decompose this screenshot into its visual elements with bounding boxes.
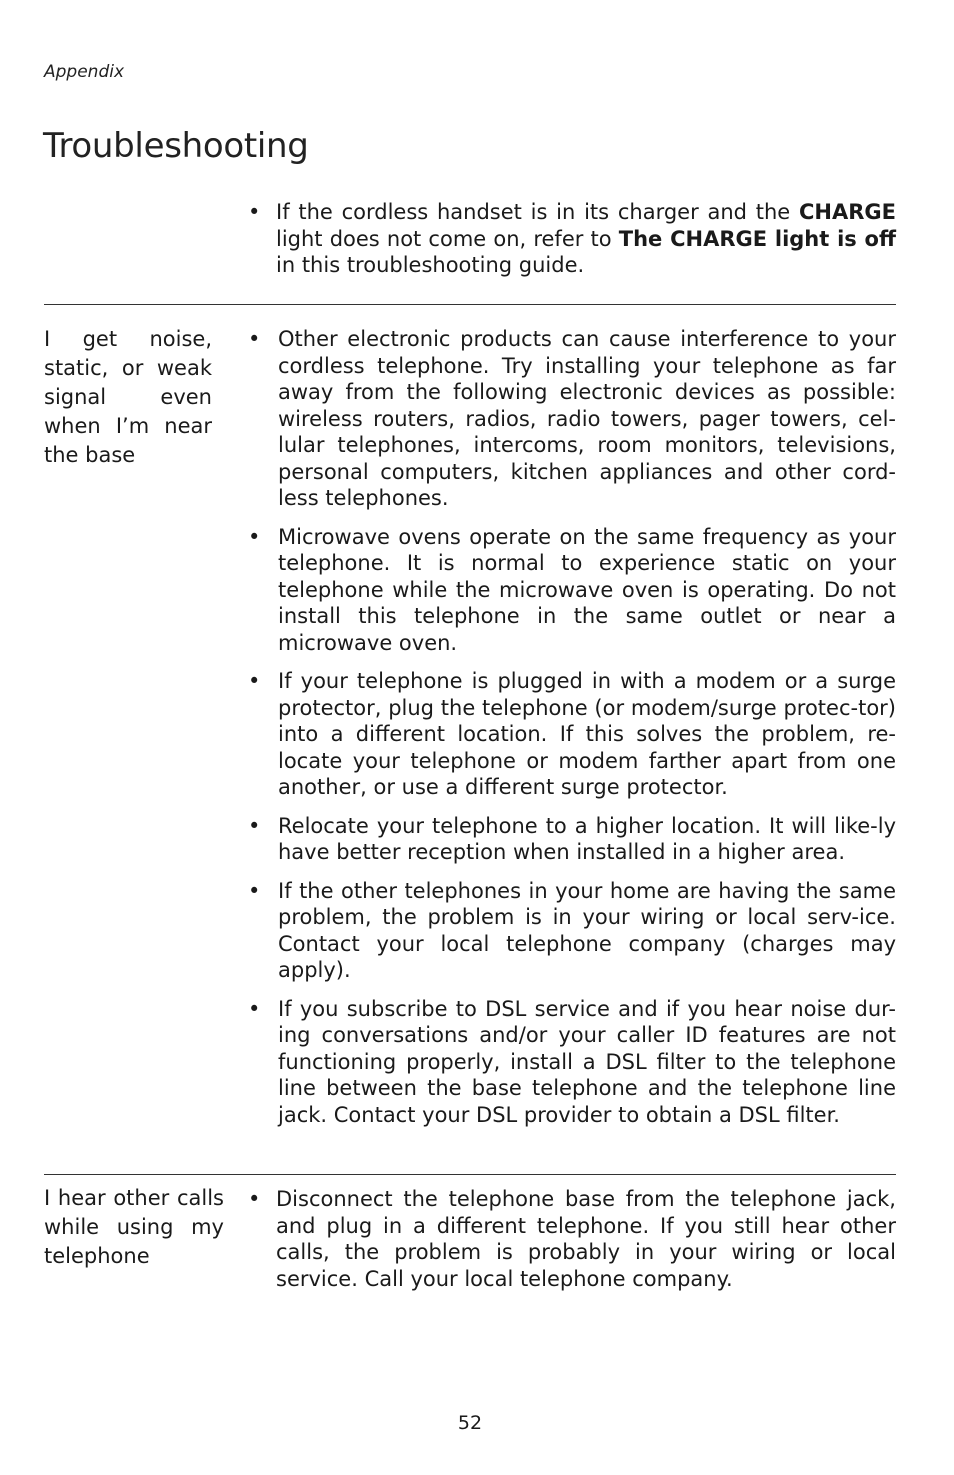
- solution-text: Relocate your telephone to a higher location. It will like-ly have better reception when installed in a higher area.: [278, 813, 896, 864]
- solution-text: If you subscribe to DSL service and if you hear noise dur-ing conversations and/or your caller ID features are not functioning properly, install a DSL filter to the telephone line between the base telephone and the telephone line jack. Contact your DSL provider to obtain a DSL filter.: [278, 996, 896, 1127]
- bullet-glyph: •: [248, 327, 261, 351]
- solution-item: [248, 878, 896, 984]
- bullet-glyph: •: [248, 200, 261, 224]
- section-divider-1: [44, 304, 896, 305]
- solution-item: [248, 813, 896, 866]
- solution-text: If the other telephones in your home are having the same problem, the problem is in your wiring or local serv-ice. Contact your local telephone company (charges may apply).: [278, 878, 896, 982]
- intro-text-run: If the cordless handset is in its charger and the: [276, 200, 799, 224]
- intro-list: [248, 199, 896, 291]
- section-label: Appendix: [44, 62, 125, 82]
- solution-text: Disconnect the telephone base from the telephone jack, and plug in a different telephone. If you still hear other calls, the problem is probably in your wiring or local service. Call your local telephone company.: [276, 1187, 896, 1291]
- solution-item: [248, 524, 896, 657]
- page-title: Troubleshooting: [43, 126, 309, 166]
- bullet-glyph: •: [248, 669, 261, 693]
- intro-bold-text: CHARGE: [799, 200, 896, 224]
- problem-label-other-calls: I hear other calls while using my telephone: [44, 1186, 224, 1268]
- bullet-glyph: •: [248, 813, 261, 838]
- bullet-glyph: •: [248, 996, 261, 1021]
- intro-bold-text: The CHARGE light is off: [618, 226, 896, 251]
- solution-item: [248, 996, 896, 1129]
- solutions-list-noise: [248, 326, 896, 1140]
- solution-text: Other electronic products can cause interference to your cordless telephone. Try installing your telephone as far away from the following electronic devices as possible: wireless routers, radios, radio towers, pager towers, cel-lular telephones, intercoms, room monitors, televisions, personal computers, kitchen appliances and other cord-less telephones.: [278, 327, 896, 510]
- bullet-glyph: •: [248, 524, 261, 549]
- intro-item: [248, 199, 896, 279]
- problem-label-noise: I get noise, static, or weak signal even when I’m near the base: [44, 327, 212, 467]
- solution-text: If your telephone is plugged in with a modem or a surge protector, plug the telephone (or modem/surge protec-tor) into a different location. If this solves the problem, re-locate your telephone or modem farther apart from one another, or use a different surge protector.: [278, 669, 896, 799]
- bullet-glyph: •: [248, 1187, 261, 1211]
- section-divider-2: [44, 1174, 896, 1175]
- solution-text: Microwave ovens operate on the same frequency as your telephone. It is normal to experience static on your telephone while the microwave oven is operating. Do not install this telephone in the same outlet or near a microwave oven.: [278, 524, 896, 655]
- page-number: 52: [457, 1412, 483, 1434]
- bullet-glyph: •: [248, 878, 261, 903]
- intro-text: [276, 200, 896, 277]
- solution-item: [248, 1186, 896, 1292]
- solutions-list-other-calls: [248, 1186, 896, 1304]
- solution-item: [248, 326, 896, 512]
- intro-text-run: in this troubleshooting guide.: [276, 253, 585, 277]
- solution-item: [248, 668, 896, 801]
- intro-text-run: light does not come on, refer to: [276, 226, 619, 251]
